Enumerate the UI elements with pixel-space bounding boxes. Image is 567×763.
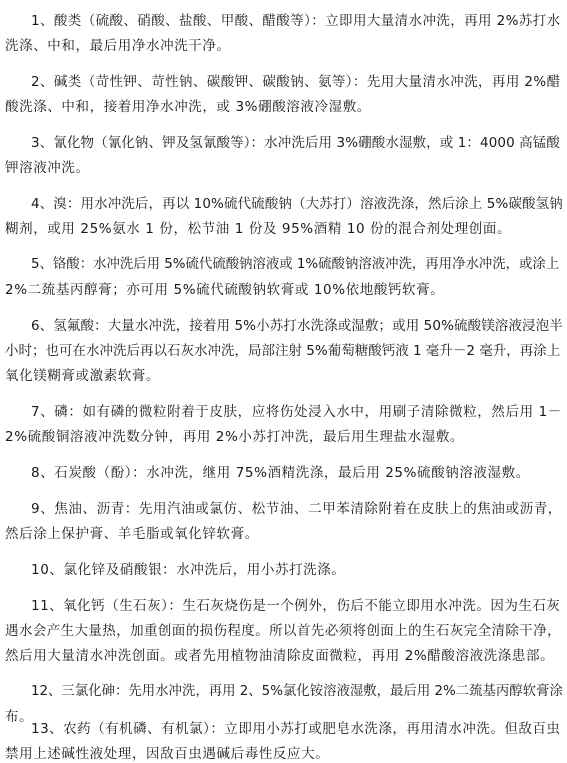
- paragraph-line: 2%二巯基丙醇膏；亦可用 5%硫代硫酸钠软膏或 10%依地酸钙软膏。: [5, 282, 445, 298]
- paragraph-line: 钾溶液冲洗。: [5, 160, 90, 176]
- paragraph-line: 4、溴：用水冲洗后，再以 10%硫代硫酸钠（大苏打）溶液洗涤，然后涂上 5%碳酸氢钠: [31, 196, 563, 212]
- paragraph-line: 10、氯化锌及硝酸银：水冲洗后，用小苏打洗涤。: [31, 562, 346, 578]
- paragraph-line: 布。: [5, 709, 34, 725]
- paragraph-line: 13、农药（有机磷、有机氯）：立即用小苏打或肥皂水洗涤，再用清水冲洗。但敌百虫: [31, 721, 561, 737]
- paragraph-line: 遇水会产生大量热，加重创面的损伤程度。所以首先必须将创面上的生石灰完全清除干净，: [5, 623, 561, 639]
- paragraph-line: 9、焦油、沥青：先用汽油或氯仿、松节油、二甲苯清除附着在皮肤上的焦油或沥青，: [31, 501, 562, 517]
- paragraph-line: 氧化镁糊膏或激素软膏。: [5, 368, 161, 384]
- paragraph-line: 2%硫酸铜溶液冲洗数分钟，再用 2%小苏打冲洗，最后用生理盐水湿敷。: [5, 429, 465, 445]
- paragraph-line: 7、磷：如有磷的微粒附着于皮肤，应将伤处浸入水中，用刷子清除微粒，然后用 1－: [31, 404, 562, 420]
- paragraph-line: 2、碱类（苛性钾、苛性钠、碳酸钾、碳酸钠、氨等）：先用大量清水冲洗，再用 2%醋: [31, 74, 561, 90]
- paragraph-line: 6、氢氟酸：大量水冲洗，接着用 5%小苏打水洗涤或湿敷；或用 50%硫酸镁溶液浸泡半: [31, 318, 563, 334]
- paragraph-line: 1、酸类（硫酸、硝酸、盐酸、甲酸、醋酸等）：立即用大量清水冲洗，再用 2%苏打水: [31, 13, 561, 29]
- paragraph-line: 小时；也可在水冲洗后再以石灰水冲洗，局部注射 5%葡萄糖酸钙液 1 毫升－2 毫升，再涂上: [5, 343, 561, 359]
- paragraph-line: 11、氧化钙（生石灰）：生石灰烧伤是一个例外，伤后不能立即用水冲洗。因为生石灰: [31, 598, 561, 614]
- paragraph-line: 12、三氯化砷：先用水冲洗，再用 2、5%氯化铵溶液湿敷，最后用 2%二巯基丙醇软膏涂: [31, 684, 563, 699]
- paragraph-line: 禁用上述碱性液处理，因敌百虫遇碱后毒性反应大。: [5, 746, 330, 762]
- paragraph-line: 8、石炭酸（酚）：水冲洗，继用 75%酒精洗涤，最后用 25%硫酸钠溶液湿敷。: [31, 465, 530, 481]
- paragraph-line: 洗涤、中和，最后用净水冲洗干净。: [5, 38, 231, 54]
- paragraph-line: 3、氰化物（氰化钠、钾及氢氰酸等）：水冲洗后用 3%硼酸水湿敷，或 1：4000 高锰酸: [31, 135, 560, 151]
- paragraph-line: 糊剂，或用 25%氨水 1 份，松节油 1 份及 95%酒精 10 份的混合剂处理创面。: [5, 221, 512, 237]
- paragraph-line: 5、铬酸：水冲洗后用 5%硫代硫酸钠溶液或 1%硫酸钠溶液冲洗，再用净水冲洗，或涂上: [31, 257, 560, 272]
- paragraph-line: 然后涂上保护膏、羊毛脂或氧化锌软膏。: [5, 526, 259, 542]
- paragraph-line: 然后用大量清水冲洗创面。或者先用植物油清除皮面微粒，再用 2%醋酸溶液洗涤患部。: [5, 648, 555, 664]
- paragraph-line: 酸洗涤、中和，接着用净水冲洗，或 3%硼酸溶液冷湿敷。: [5, 99, 371, 115]
